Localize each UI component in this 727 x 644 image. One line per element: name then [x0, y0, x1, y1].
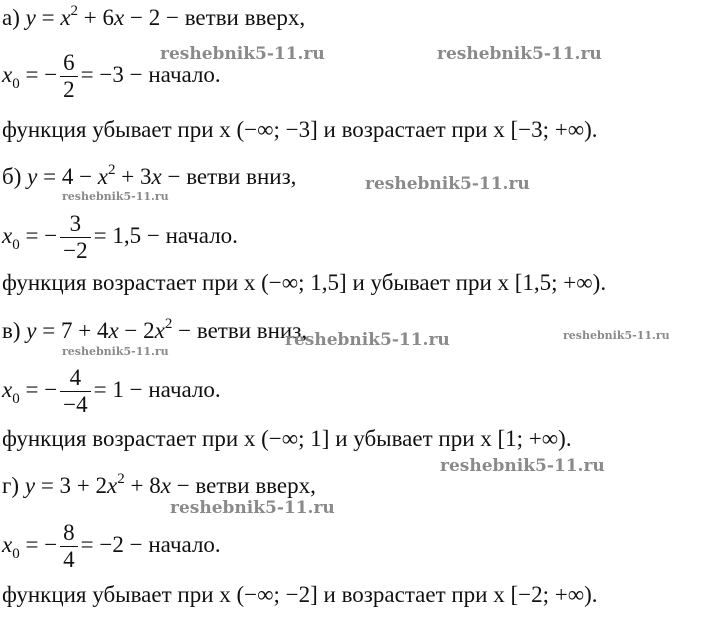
watermark: reshebnik5-11.ru — [62, 345, 169, 358]
watermark: reshebnik5-11.ru — [160, 44, 325, 64]
watermark: reshebnik5-11.ru — [437, 44, 602, 64]
part-d-x0-value: −2 — [99, 531, 124, 557]
part-a-fraction: $\frac{6}{2}$ — [60, 50, 78, 103]
part-a-equation-line: а) $y = x^2 + 6x - 2$ − ветви вверх, — [2, 3, 306, 30]
part-a-vertex-line: $x_0$ = − $\frac{6}{2}$ = −3 − начало. — [2, 50, 221, 102]
part-c-branches: ветви вниз, — [196, 318, 308, 343]
watermark: reshebnik5-11.ru — [285, 330, 450, 350]
part-c-fraction: $\frac{4}{-4}$ — [60, 365, 90, 418]
watermark: reshebnik5-11.ru — [62, 190, 169, 203]
part-b-branches: ветви вниз, — [186, 164, 297, 189]
part-b-fraction: $\frac{3}{-2}$ — [60, 211, 90, 264]
part-d-behavior: функция убывает при x (−∞; −2] и возрастает при x [−2; +∞). — [2, 582, 598, 607]
part-c-vertex-line: $x_0$ = − $\frac{4}{-4}$ = 1 − начало. — [2, 365, 221, 417]
part-d-vertex-line: $x_0$ = − $\frac{8}{4}$ = −2 − начало. — [2, 520, 221, 572]
part-a-x0-value: −3 — [99, 61, 124, 87]
part-c-x0-value: 1 — [112, 376, 124, 402]
part-d-branches: ветви вверх, — [195, 473, 316, 498]
part-b-x0-value: 1,5 — [112, 222, 142, 248]
part-a-label: а) — [2, 5, 20, 30]
part-b-label: б) — [2, 164, 22, 189]
part-a-branches: ветви вверх, — [184, 5, 306, 30]
watermark: reshebnik5-11.ru — [563, 329, 670, 342]
part-b-behavior: функция возрастает при x (−∞; 1,5] и убывает при x [1,5; +∞). — [2, 270, 607, 295]
part-d-equation-line: г) $y = 3 + 2x^2 + 8x$ − ветви вверх, — [2, 471, 316, 498]
part-b-equation-line: б) $y = 4 - x^2 + 3x$ − ветви вниз, — [2, 162, 297, 189]
part-c-label: в) — [2, 318, 21, 343]
part-d-label: г) — [2, 473, 20, 498]
watermark: reshebnik5-11.ru — [170, 498, 335, 518]
part-c-equation-line: в) $y = 7 + 4x - 2x^2$ − ветви вниз, — [2, 316, 308, 343]
part-a-behavior: функция убывает при x (−∞; −3] и возрастает при x [−3; +∞). — [2, 117, 598, 142]
watermark: reshebnik5-11.ru — [440, 456, 605, 476]
part-c-behavior: функция возрастает при x (−∞; 1] и убывает при x [1; +∞). — [2, 426, 572, 451]
part-b-vertex-line: $x_0$ = − $\frac{3}{-2}$ = 1,5 − начало. — [2, 211, 238, 263]
part-d-fraction: $\frac{8}{4}$ — [60, 520, 78, 573]
watermark: reshebnik5-11.ru — [365, 174, 530, 194]
